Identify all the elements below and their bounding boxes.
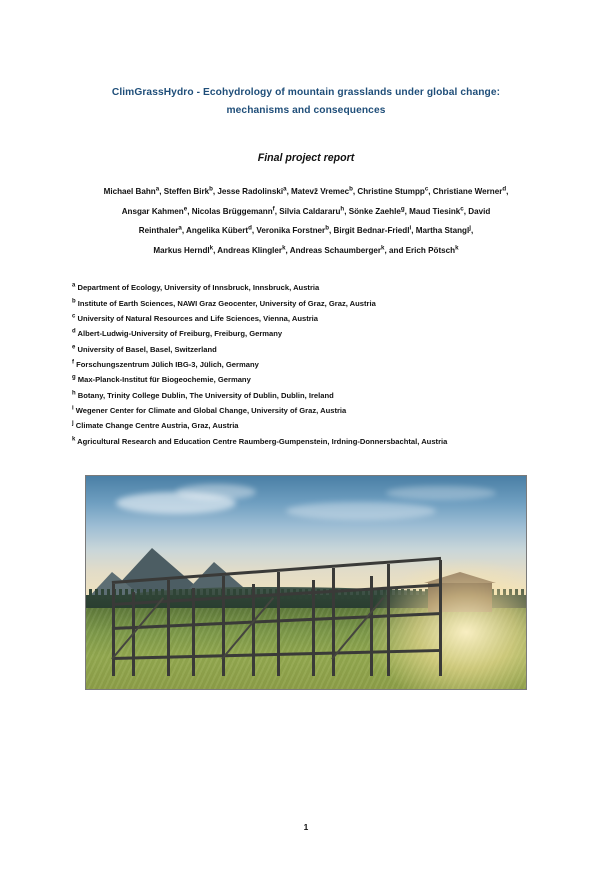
affiliation-item: $^b$ Institute of Earth Sciences, NAWI Graz Geocenter, University of Graz, Graz, Austria xyxy=(72,298,376,308)
author-line: Ansgar Kahmen$^e$, Nicolas Brüggemann$^f$, Silvia Caldararu$^h$, Sönke Zaehle$^g$, Maud Tiesink$^c$, David xyxy=(121,204,491,216)
affiliation-list xyxy=(72,280,540,449)
title-block xyxy=(72,84,540,119)
doc-title-line-2: mechanisms and consequences xyxy=(226,104,386,116)
cloud-shape xyxy=(176,484,256,500)
affiliation-item: $^h$ Botany, Trinity College Dublin, The University of Dublin, Dublin, Ireland xyxy=(72,390,334,400)
cover-photograph xyxy=(85,475,527,690)
affiliation-item: $^a$ Department of Ecology, University of Innsbruck, Innsbruck, Austria xyxy=(72,282,320,293)
author-list xyxy=(72,182,540,260)
cloud-shape xyxy=(286,502,436,520)
affiliation-item: $^k$ Agricultural Research and Education Centre Raumberg-Gumpenstein, Irdning-Donnersbachtal, Austria xyxy=(72,436,448,446)
report-subtitle: Final project report xyxy=(257,152,355,165)
affiliation-item: $^f$ Forschungszentrum Jülich IBG-3, Jülich, Germany xyxy=(72,359,259,370)
affiliation-item: $^d$ Albert-Ludwig-University of Freiburg, Freiburg, Germany xyxy=(72,328,283,339)
doc-title-line-1: ClimGrassHydro - Ecohydrology of mountain grasslands under global change: xyxy=(111,87,501,98)
author-line: Michael Bahn$^a$, Steffen Birk$^b$, Jesse Radolinski$^a$, Matevž Vremec$^b$, Christine Stumpp$^c$, Christiane Werner$^d$, xyxy=(103,185,509,197)
author-line: Reinthaler$^a$, Angelika Kübert$^d$, Veronika Forstner$^b$, Birgit Bednar-Friedl$^i$, Martha Stangl$^j$, xyxy=(138,224,474,236)
document-page xyxy=(0,84,612,876)
affiliation-item: $^e$ University of Basel, Basel, Switzerland xyxy=(72,344,217,354)
affiliation-item: $^g$ Max-Planck-Institut für Biogeochemie, Germany xyxy=(72,374,251,385)
affiliation-item: $^j$ Climate Change Centre Austria, Graz, Austria xyxy=(72,420,239,431)
experiment-scaffolding xyxy=(112,558,442,676)
figure-wrapper xyxy=(72,475,540,690)
affiliation-item: $^c$ University of Natural Resources and Life Sciences, Vienna, Austria xyxy=(72,313,319,324)
page-title xyxy=(72,84,540,119)
author-line: Markus Herndl$^k$, Andreas Klingler$^k$, Andreas Schaumberger$^k$, and Erich Pötsch$^k$ xyxy=(153,244,459,255)
page-number: 1 xyxy=(303,822,309,832)
cloud-shape xyxy=(386,486,496,500)
affiliation-item: $^i$ Wegener Center for Climate and Global Change, University of Graz, Austria xyxy=(72,405,347,416)
